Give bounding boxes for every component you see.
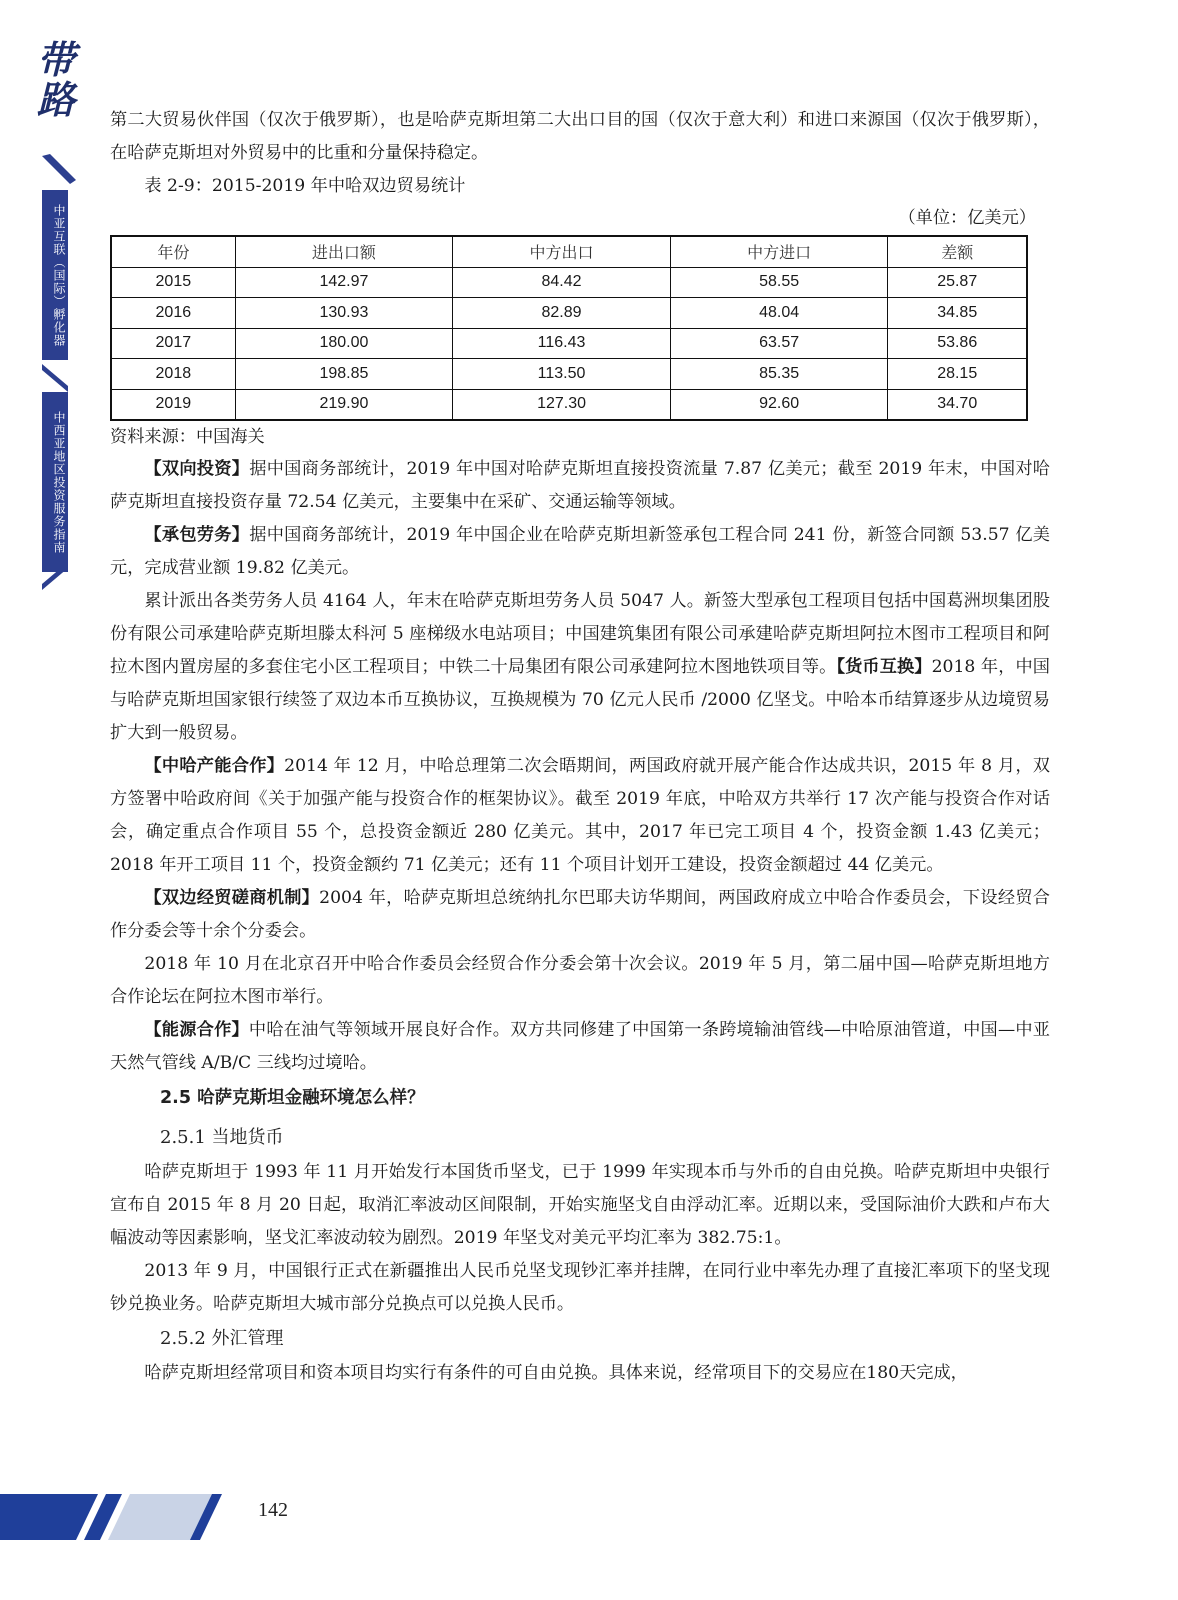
header-cell: 中方出口 bbox=[453, 236, 671, 267]
table-row bbox=[111, 359, 1027, 390]
brand-char: 路 bbox=[36, 77, 75, 122]
section-tag: 【双边经贸磋商机制】 bbox=[144, 888, 320, 908]
table-cell: 34.85 bbox=[888, 298, 1027, 329]
contracting-paragraph bbox=[110, 519, 1050, 585]
table-cell: 48.04 bbox=[670, 298, 888, 329]
belt-road-logo bbox=[34, 37, 78, 122]
exchange-paragraph: 2013 年 9 月，中国银行正式在新疆推出人民币兑坚戈现钞汇率并挂牌，在同行业中率先办理了直接汇率项下的坚戈现钞兑换业务。哈萨克斯坦大城市部分兑换点可以兑换人民币。 bbox=[110, 1261, 1050, 1314]
header-cell: 年份 bbox=[111, 236, 235, 267]
table-cell: 2019 bbox=[111, 389, 235, 420]
energy-paragraph bbox=[110, 1014, 1050, 1080]
table-cell: 180.00 bbox=[235, 328, 453, 359]
table-cell: 2017 bbox=[111, 328, 235, 359]
divider-stripe-icon bbox=[40, 560, 70, 590]
table-cell: 84.42 bbox=[453, 267, 671, 298]
table-cell: 127.30 bbox=[453, 389, 671, 420]
table-cell: 113.50 bbox=[453, 359, 671, 390]
section-tag: 【中哈产能合作】 bbox=[144, 756, 285, 776]
table-row bbox=[111, 298, 1027, 329]
table-cell: 25.87 bbox=[888, 267, 1027, 298]
table-cell: 198.85 bbox=[235, 359, 453, 390]
subsection-heading: 2.5.2 外汇管理 bbox=[160, 1328, 284, 1349]
forum-paragraph: 2018 年 10 月在北京召开中哈合作委员会经贸合作分委会第十次会议。2019 年 5 月，第二届中国—哈萨克斯坦地方合作论坛在阿拉木图市举行。 bbox=[110, 954, 1050, 1007]
intro-paragraph: 第二大贸易伙伴国（仅次于俄罗斯），也是哈萨克斯坦第二大出口目的国（仅次于意大利）和进口来源国（仅次于俄罗斯），在哈萨克斯坦对外贸易中的比重和分量保持稳定。 bbox=[110, 110, 1050, 163]
paragraph-text: 2004 年，哈萨克斯坦总统纳扎尔巴耶夫访华期间，两国政府成立中哈合作委员会，下设经贸合作分委会等十余个分委会。 bbox=[110, 888, 1050, 941]
table-row bbox=[111, 328, 1027, 359]
header-cell: 进出口额 bbox=[235, 236, 453, 267]
table-cell: 85.35 bbox=[670, 359, 888, 390]
table-source: 资料来源：中国海关 bbox=[110, 427, 265, 447]
table-cell: 130.93 bbox=[235, 298, 453, 329]
paragraph-text: 2018 年，中国与哈萨克斯坦国家银行续签了双边本币互换协议，互换规模为 70 亿元人民币 /2000 亿坚戈。中哈本币结算逐步从边境贸易扩大到一般贸易。 bbox=[110, 657, 1050, 743]
table-cell: 92.60 bbox=[670, 389, 888, 420]
table-unit: （单位：亿美元） bbox=[898, 208, 1036, 228]
paragraph-text: 据中国商务部统计，2019 年中国企业在哈萨克斯坦新签承包工程合同 241 份，新签合同额 53.57 亿美元，完成营业额 19.82 亿美元。 bbox=[110, 525, 1050, 578]
side-ribbon bbox=[0, 0, 80, 600]
brand-char: 带 bbox=[36, 37, 75, 82]
paragraph-text: 据中国商务部统计，2019 年中国对哈萨克斯坦直接投资流量 7.87 亿美元；截至 2019 年末，中国对哈萨克斯坦直接投资存量 72.54 亿美元，主要集中在采矿、交通运输等领域。 bbox=[110, 459, 1050, 512]
trade-table bbox=[110, 235, 1028, 421]
table-cell: 2016 bbox=[111, 298, 235, 329]
investment-paragraph bbox=[110, 453, 1050, 519]
subsection-heading: 2.5.1 当地货币 bbox=[160, 1127, 284, 1148]
header-cell: 中方进口 bbox=[670, 236, 888, 267]
table-cell: 116.43 bbox=[453, 328, 671, 359]
page-number: 142 bbox=[258, 1499, 288, 1521]
table-row bbox=[111, 389, 1027, 420]
section-tag: 【货币互换】 bbox=[836, 657, 932, 677]
header-cell: 差额 bbox=[888, 236, 1027, 267]
table-row bbox=[111, 267, 1027, 298]
paragraph-text: 中哈在油气等领域开展良好合作。双方共同修建了中国第一条跨境输油管线—中哈原油管道，中国—中亚天然气管线 A/B/C 三线均过境哈。 bbox=[110, 1020, 1050, 1073]
table-cell: 82.89 bbox=[453, 298, 671, 329]
section-heading: 2.5 哈萨克斯坦金融环境怎么样？ bbox=[160, 1088, 425, 1108]
table-cell: 28.15 bbox=[888, 359, 1027, 390]
page-content bbox=[110, 104, 1050, 1390]
swoosh-icon bbox=[40, 150, 80, 190]
table-cell: 63.57 bbox=[670, 328, 888, 359]
table-cell: 58.55 bbox=[670, 267, 888, 298]
forex-paragraph: 哈萨克斯坦经常项目和资本项目均实行有条件的可自由兑换。具体来说，经常项目下的交易应在180天完成， bbox=[144, 1363, 968, 1383]
table-cell: 53.86 bbox=[888, 328, 1027, 359]
table-cell: 219.90 bbox=[235, 389, 453, 420]
consultation-paragraph bbox=[110, 882, 1050, 948]
table-cell: 2015 bbox=[111, 267, 235, 298]
table-cell: 142.97 bbox=[235, 267, 453, 298]
table-cell: 2018 bbox=[111, 359, 235, 390]
labor-paragraph bbox=[110, 585, 1050, 750]
paragraph-text: 累计派出各类劳务人员 4164 人，年末在哈萨克斯坦劳务人员 5047 人。新签大型承包工程项目包括中国葛洲坝集团股份有限公司承建哈萨克斯坦滕太科河 5 座梯级水电站项目；中国建筑集团有限公司承建哈萨克斯坦阿拉木图市工程项目和阿拉木图内置房屋的多套住宅小区工程项目；中铁二十局集团有限公司承建阿拉木图地铁项目等。 bbox=[110, 591, 1050, 677]
currency-paragraph: 哈萨克斯坦于 1993 年 11 月开始发行本国货币坚戈，已于 1999 年实现本币与外币的自由兑换。哈萨克斯坦中央银行宣布自 2015 年 8 月 20 日起，取消汇率波动区间限制，开始实施坚戈自由浮动汇率。近期以来，受国际油价大跌和卢布大幅波动等因素影响，坚戈汇率波动较为剧烈。2019 年坚戈对美元平均汇率为 382.75:1。 bbox=[110, 1162, 1050, 1248]
section-tag: 【能源合作】 bbox=[144, 1020, 249, 1040]
section-tag: 【承包劳务】 bbox=[144, 525, 250, 545]
divider-stripe-icon bbox=[40, 362, 70, 392]
table-cell: 34.70 bbox=[888, 389, 1027, 420]
footer-stripes bbox=[0, 1490, 1178, 1550]
table-header-row bbox=[111, 236, 1027, 267]
capacity-paragraph bbox=[110, 750, 1050, 882]
guide-label: 中西亚地区投资服务指南 bbox=[42, 392, 68, 572]
section-tag: 【双向投资】 bbox=[144, 459, 250, 479]
table-caption: 表 2-9：2015-2019 年中哈双边贸易统计 bbox=[144, 176, 466, 196]
incubator-label: 中亚互联（国际）孵化器 bbox=[42, 190, 68, 360]
paragraph-text: 2014 年 12 月，中哈总理第二次会晤期间，两国政府就开展产能合作达成共识，2015 年 8 月，双方签署中哈政府间《关于加强产能与投资合作的框架协议》。截至 2019 年底，中哈双方共举行 17 次产能与投资合作对话会，确定重点合作项目 55 个，总投资金额近 280 亿美元。其中，2017 年已完工项目 4 个，投资金额 1.43 亿美元；2018 年开工项目 11 个，投资金额约 71 亿美元；还有 11 个项目计划开工建设，投资金额超过 44 亿美元。 bbox=[110, 756, 1050, 875]
